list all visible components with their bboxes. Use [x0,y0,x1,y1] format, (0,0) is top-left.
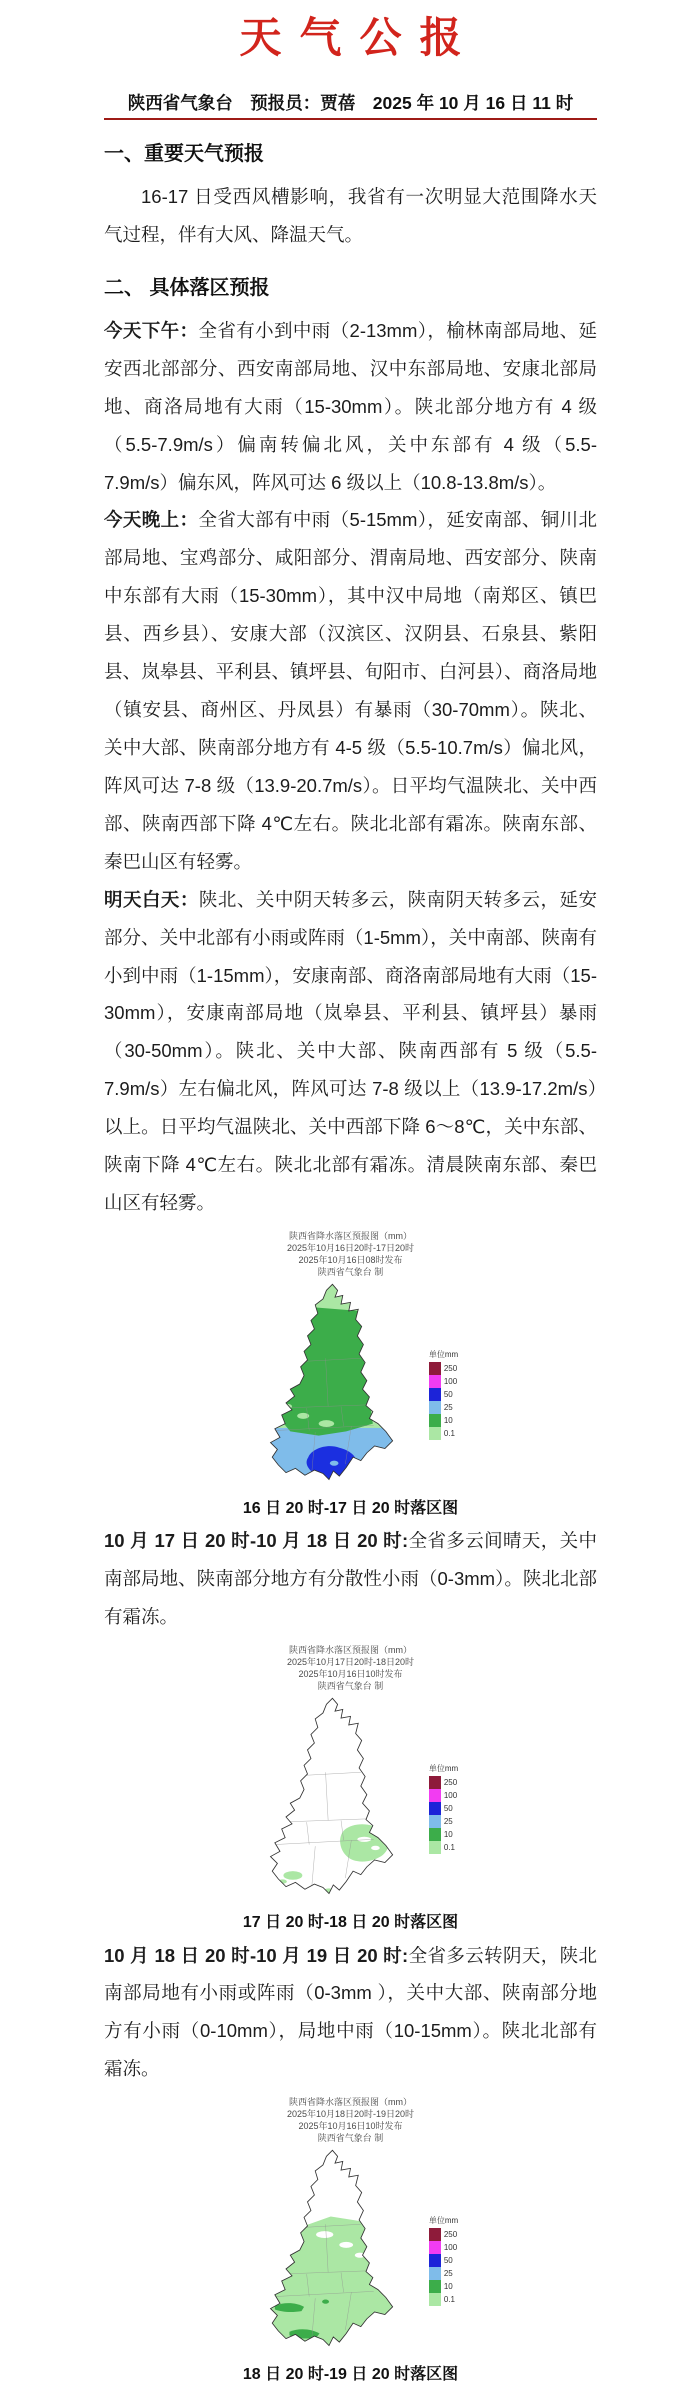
legend-row [429,1401,453,1414]
map-header-3 [104,2096,597,2144]
map-caption-3: 18 日 20 时-19 日 20 时落区图 [242,2366,459,2384]
legend-row [429,1362,457,1375]
legend-row [429,1375,457,1388]
legend-swatch [429,1401,441,1414]
legend-label: 0.1 [443,2295,455,2305]
legend-label: 25 [443,1402,453,1412]
legend-row [429,1388,453,1401]
map-issued: 2025年10月16日10时发布 [298,1669,403,1680]
legend-label: 100 [443,2243,458,2253]
legend-row [429,2293,455,2306]
legend-label: 10 [443,1830,453,1840]
shaanxi-precip-map-3 [243,2146,415,2361]
map-caption-2: 17 日 20 时-18 日 20 时落区图 [242,1914,459,1932]
legend-label: 50 [443,1389,453,1399]
legend-swatch [429,1828,441,1841]
legend-label: 250 [443,1778,458,1788]
legend-swatch [429,1375,441,1388]
legend-swatch [429,2228,441,2241]
legend-label: 250 [443,1363,458,1373]
legend-row [429,1841,455,1854]
legend-swatch [429,1362,441,1375]
map-caption-1: 16 日 20 时-17 日 20 时落区图 [242,1499,459,1517]
legend-swatch [429,2280,441,2293]
map-period: 2025年10月16日20时-17日20时 [286,1242,415,1253]
precip-regions [243,2146,415,2361]
map-maker: 陕西省气象台 制 [317,2133,384,2144]
forecast-body: 全省大部有中雨（5-15mm），延安南部、铜川北部局地、宝鸡部分、咸阳部分、渭南局地、西安部分、陕南中东部有大雨（15-30mm），其中汉中局地（南郑区、镇巴县、西乡县）、安康大部（汉滨区、汉阴县、石泉县、紫阳县、岚皋县、平利县、镇坪县、旬阳市、白河县）、商洛局地（镇安县、商州区、丹凤县）有暴雨（30-70mm）。陕北、关中大部、陕南部分地方有 4-5 级（5.5-10.7m/s）偏北风，阵风可达 7-8 级（13.9-20.7m/s）。日平均气温陕北、关中西部、陕南西部下降 4℃左右。陕北北部有霜冻。陕南东部、秦巴山区有轻雾。 [104,509,597,872]
legend-title: 单位mm [428,1764,459,1774]
meta-block [104,91,597,121]
legend-label: 100 [443,1791,458,1801]
map-issued: 2025年10月16日10时发布 [298,2121,403,2132]
legend-row [429,1802,453,1815]
legend-label: 10 [443,2282,453,2292]
meta-line: 陕西省气象台 预报员：贾蓓 2025 年 10 月 16 日 11 时 [127,92,574,113]
forecast-paragraph-tonight [104,501,597,880]
forecast-body: 陕北、关中阴天转多云，陕南阴天转多云，延安部分、关中北部有小雨或阵雨（1-5mm），关中南部、陕南有小到中雨（1-15mm），安康南部、商洛南部局地有大雨（15-30mm），安康南部局地（岚皋县、平利县、镇坪县）暴雨（30-50mm）。陕北、关中大部、陕南西部有 5 级（5.5-7.9m/s）左右偏北风，阵风可达 7-8 级以上（13.9-17.2m/s）以上。日平均气温陕北、关中西部下降 6～8℃，关中东部、陕南下降 4℃左右。陕北北部有霜冻。清晨陕南东部、秦巴山区有轻雾。 [104,888,597,1214]
intro-paragraph: 16-17 日受西风槽影响，我省有一次明显大范围降水天气过程，伴有大风、降温天气。 [104,186,597,245]
legend-swatch [429,2254,441,2267]
legend-label: 10 [443,1415,453,1425]
map-maker: 陕西省气象台 制 [317,1681,384,1692]
legend-label: 0.1 [443,1843,455,1853]
legend-swatch [429,1427,441,1440]
legend-row [429,1427,455,1440]
outlook-paragraph-17-18 [104,1522,597,1636]
legend-row [429,2241,457,2254]
legend-row [429,1414,453,1427]
legend-swatch [429,2241,441,2254]
legend-swatch [429,1815,441,1828]
legend-label: 50 [443,1804,453,1814]
legend-label: 25 [443,2269,453,2279]
section-heading-1: 一、重要天气预报 [104,143,264,165]
legend-title: 单位mm [428,2216,459,2226]
map-header-2 [104,1644,597,1692]
precip-map-block-1 [104,1230,597,1520]
legend-row [429,1789,457,1802]
legend-row [429,1815,453,1828]
shaanxi-precip-map-2 [243,1694,415,1909]
precip-map-block-3 [104,2096,597,2386]
map-maker: 陕西省气象台 制 [317,1266,384,1277]
legend-swatch [429,1776,441,1789]
legend-label: 50 [443,2256,453,2266]
section-heading-2: 二、 具体落区预报 [104,276,270,299]
forecast-leader: 今天下午： [104,319,199,341]
legend-swatch [429,2267,441,2280]
outlook-body: 全省多云转阴天，陕北南部局地有小雨或阵雨（0-3mm ），关中大部、陕南部分地方有小雨（0-10mm），局地中雨（10-15mm）。陕北北部有霜冻。 [104,1944,597,2080]
map-period: 2025年10月17日20时-18日20时 [286,1657,415,1668]
legend-row [429,2280,453,2293]
map-title: 陕西省降水落区预报图（mm） [289,1645,412,1656]
map-title: 陕西省降水落区预报图（mm） [289,2097,412,2108]
legend-swatch [429,1841,441,1854]
precip-regions [243,1280,415,1495]
legend-row [429,2267,453,2280]
page-title: 天气公报 [239,14,480,61]
forecast-leader: 今天晚上： [104,509,199,531]
legend-swatch [429,1388,441,1401]
forecast-paragraph-tomorrow [104,881,597,1222]
legend-swatch [429,1414,441,1427]
meta-underline [104,118,597,120]
outlook-leader: 10 月 18 日 20 时-10 月 19 日 20 时: [104,1944,409,1966]
map-legend [429,2215,458,2306]
map-legend [429,1349,458,1440]
forecast-body: 全省有小到中雨（2-13mm），榆林南部局地、延安西北部部分、西安南部局地、汉中东部局地、安康北部局地、商洛局地有大雨（15-30mm）。陕北部分地方有 4 级（5.5-7.9m/s）偏南转偏北风，关中东部有 4 级（5.5-7.9m/s）偏东风，阵风可达 6 级以上（10.8-13.8m/s）。 [104,319,597,493]
legend-swatch [429,2293,441,2306]
map-legend [429,1763,458,1854]
legend-swatch [429,1802,441,1815]
forecast-leader: 明天白天： [104,888,199,910]
legend-row [429,1828,453,1841]
map-title: 陕西省降水落区预报图（mm） [289,1230,412,1241]
legend-title: 单位mm [428,1349,459,1359]
legend-row [429,1776,457,1789]
outlook-body: 全省多云间晴天，关中南部局地、陕南部分地方有分散性小雨（0-3mm）。陕北北部有霜冻。 [104,1530,597,1628]
legend-label: 25 [443,1817,453,1827]
map-issued: 2025年10月16日08时发布 [298,1254,403,1265]
forecast-paragraph-afternoon [104,312,597,502]
legend-label: 250 [443,2230,458,2240]
legend-row [429,2228,457,2241]
outlook-paragraph-18-19 [104,1937,597,2089]
map-period: 2025年10月18日20时-19日20时 [286,2109,415,2120]
legend-row [429,2254,453,2267]
legend-swatch [429,1789,441,1802]
precip-regions [243,1694,415,1909]
map-header-1 [104,1230,597,1278]
precip-map-block-2 [104,1644,597,1934]
shaanxi-precip-map-1 [243,1280,415,1495]
legend-label: 0.1 [443,1428,455,1438]
legend-label: 100 [443,1376,458,1386]
outlook-leader: 10 月 17 日 20 时-10 月 18 日 20 时: [104,1530,409,1552]
